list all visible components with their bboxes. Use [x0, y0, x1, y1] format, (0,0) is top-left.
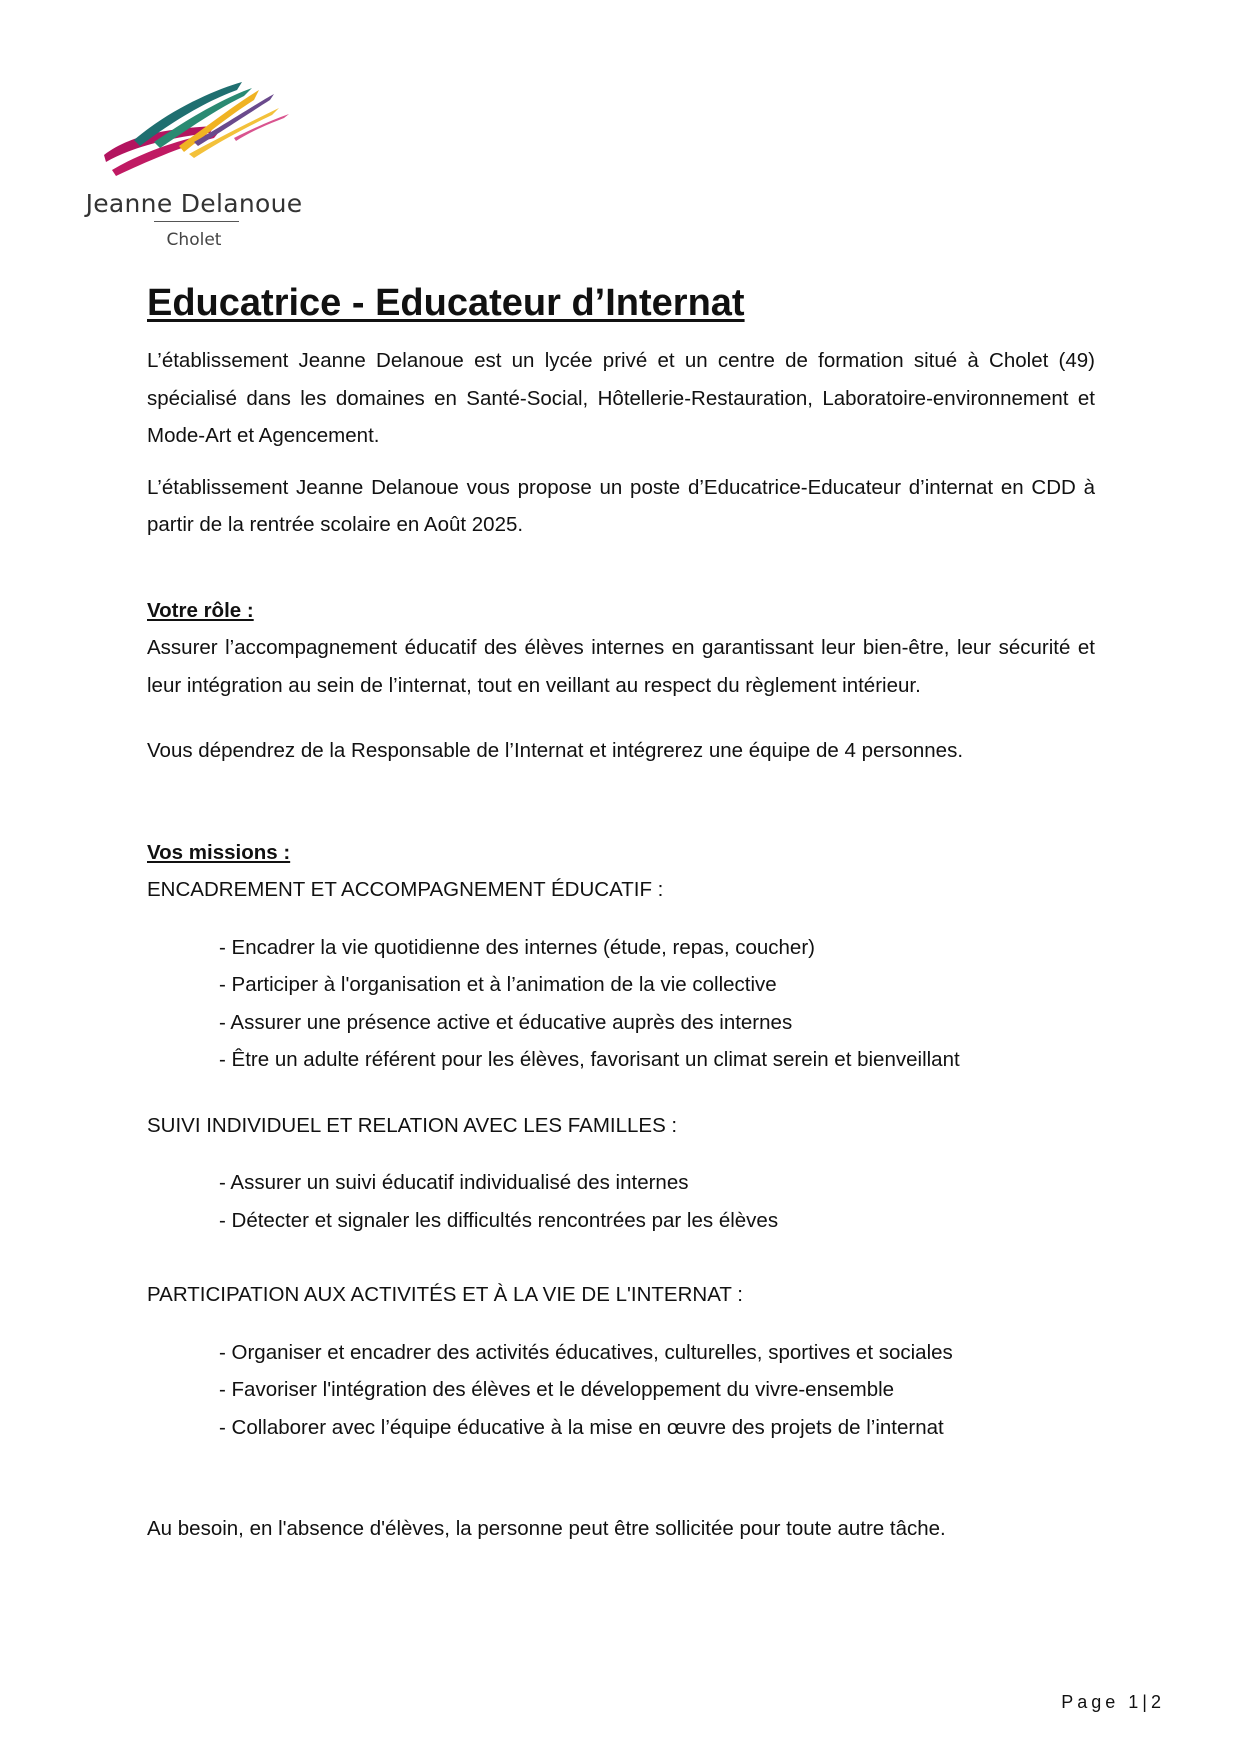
- logo-subtitle: Cholet: [166, 230, 222, 250]
- mission-list: [147, 929, 1095, 1079]
- list-item: - Participer à l'organisation et à l’animation de la vie collective: [219, 973, 777, 996]
- logo: [74, 80, 304, 255]
- mission-group-title: ENCADREMENT ET ACCOMPAGNEMENT ÉDUCATIF :: [147, 878, 664, 901]
- role-text: Assurer l’accompagnement éducatif des élèves internes en garantissant leur bien-être, leur sécurité et leur intégration au sein de l’internat, tout en veillant au respect du règlement intérieur.: [147, 636, 1095, 697]
- mission-group-title: PARTICIPATION AUX ACTIVITÉS ET À LA VIE DE L'INTERNAT :: [147, 1283, 743, 1306]
- intro-paragraph: L’établissement Jeanne Delanoue est un lycée privé et un centre de formation situé à Cholet (49) spécialisé dans les domaines en Santé-Social, Hôtellerie-Restauration, Laboratoire-environnement et Mode-Art et Agencement.: [147, 349, 1095, 447]
- page-title: Educatrice - Educateur d’Internat: [147, 282, 745, 324]
- list-item: - Favoriser l'intégration des élèves et le développement du vivre-ensemble: [219, 1378, 895, 1401]
- document-body: [147, 282, 1095, 1548]
- list-item: - Être un adulte référent pour les élèves, favorisant un climat serein et bienveillant: [219, 1048, 960, 1071]
- logo-name: Jeanne Delanoue: [85, 189, 303, 218]
- page-number: Page 1|2: [1061, 1692, 1165, 1712]
- mission-list: [147, 1334, 1095, 1447]
- list-item: - Détecter et signaler les difficultés rencontrées par les élèves: [219, 1208, 779, 1232]
- logo-brush-strokes-icon: [94, 80, 294, 185]
- list-item: - Collaborer avec l’équipe éducative à la mise en œuvre des projets de l’internat: [219, 1415, 944, 1439]
- list-item: - Encadrer la vie quotidienne des internes (étude, repas, coucher): [219, 935, 815, 959]
- mission-list: [147, 1164, 1095, 1239]
- mission-group-title: SUIVI INDIVIDUEL ET RELATION AVEC LES FAMILLES :: [147, 1113, 678, 1137]
- list-item: - Assurer une présence active et éducative auprès des internes: [219, 1010, 793, 1034]
- list-item: - Organiser et encadrer des activités éducatives, culturelles, sportives et sociales: [219, 1340, 953, 1364]
- closing-paragraph: Au besoin, en l'absence d'élèves, la personne peut être sollicitée pour toute autre tâche.: [147, 1517, 946, 1540]
- list-item: - Assurer un suivi éducatif individualisé des internes: [219, 1171, 689, 1194]
- logo-divider: [154, 221, 239, 222]
- intro-paragraph: L’établissement Jeanne Delanoue vous propose un poste d’Educatrice-Educateur d’internat en CDD à partir de la rentrée scolaire en Août 2025.: [147, 475, 1095, 536]
- role-team: Vous dépendrez de la Responsable de l’Internat et intégrerez une équipe de 4 personnes.: [147, 739, 964, 762]
- role-heading: Votre rôle :: [147, 598, 254, 622]
- missions-heading: Vos missions :: [147, 840, 291, 864]
